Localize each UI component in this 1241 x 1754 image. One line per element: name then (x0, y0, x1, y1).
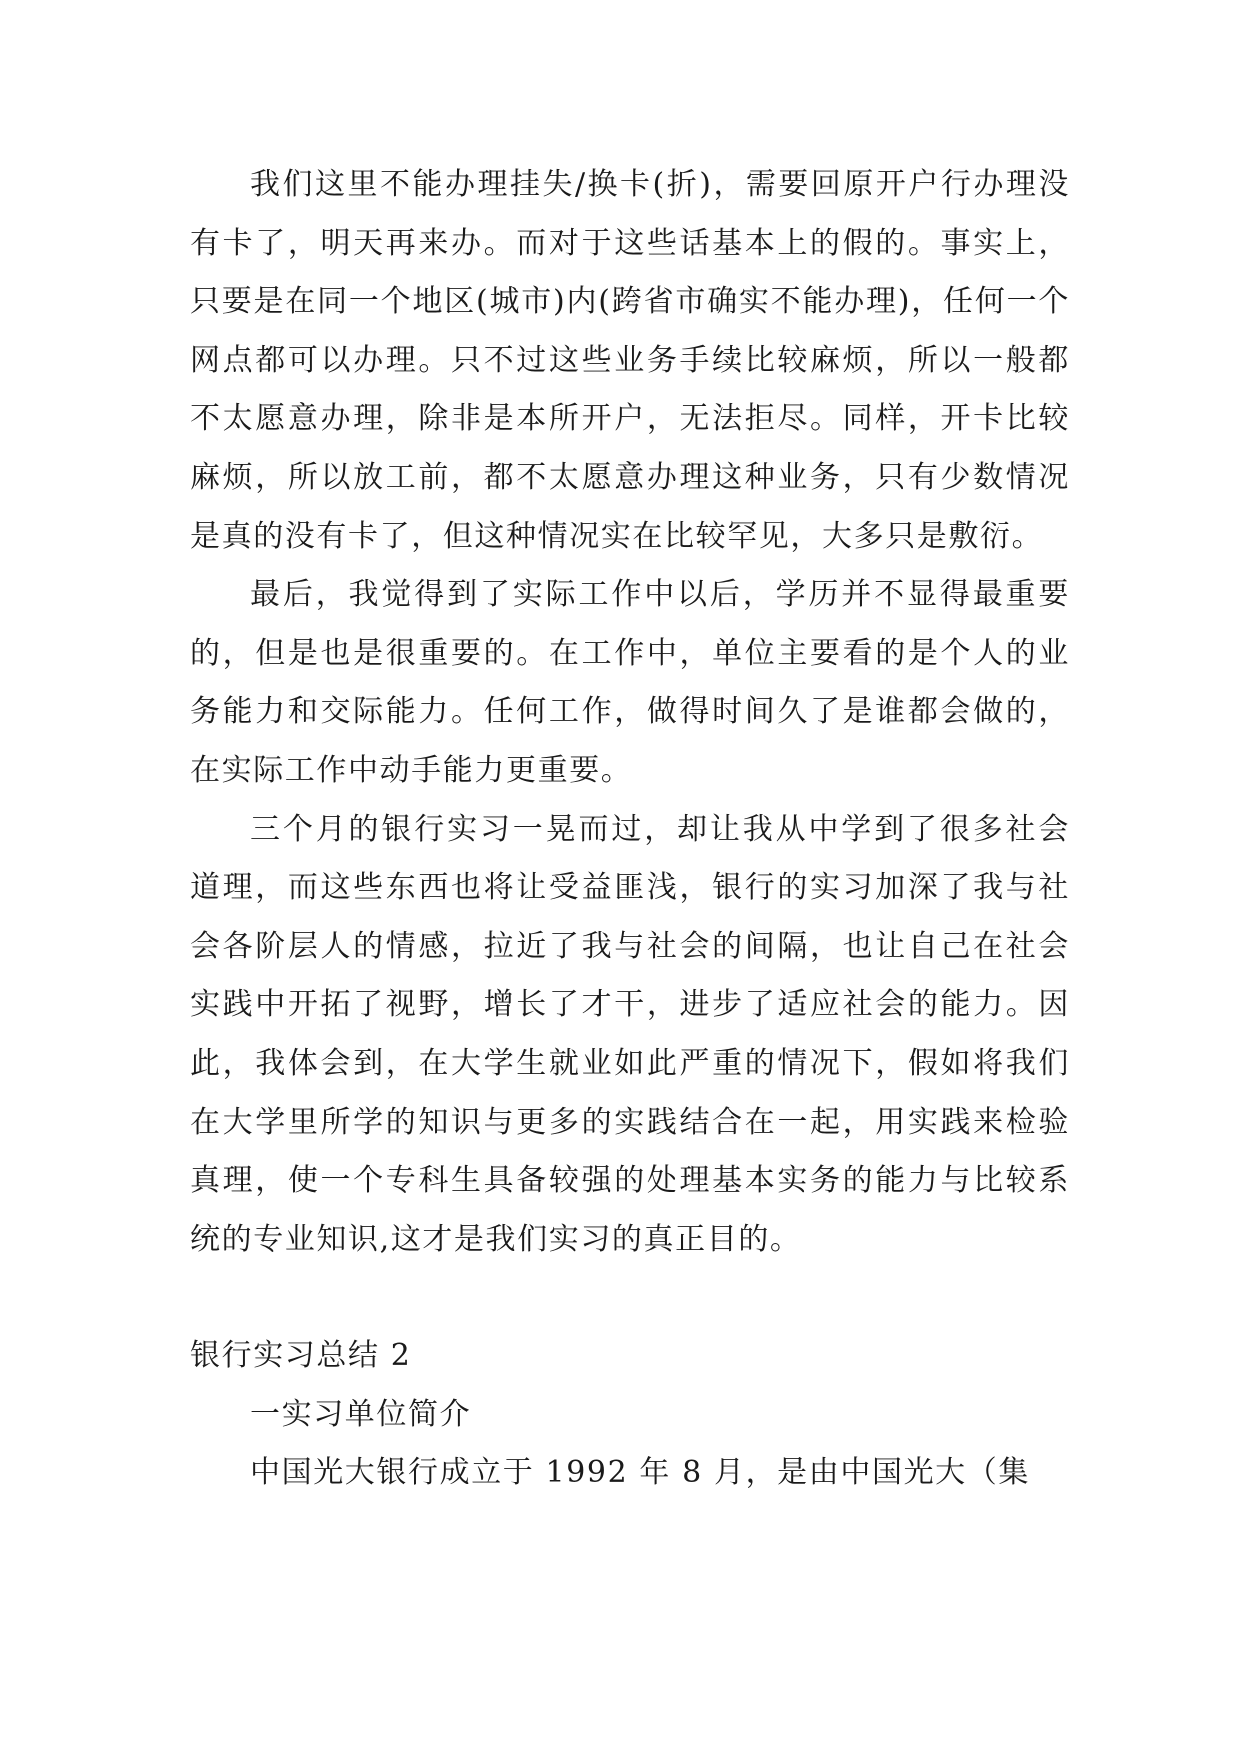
document-body (190, 156, 1070, 1503)
body-paragraph-1: 我们这里不能办理挂失/换卡(折)，需要回原开户行办理没有卡了，明天再来办。而对于这些话基本上的假的。事实上，只要是在同一个地区(城市)内(跨省市确实不能办理)，任何一个网点都可以办理。只不过这些业务手续比较麻烦，所以一般都不太愿意办理，除非是本所开户，无法拒尽。同样，开卡比较麻烦，所以放工前，都不太愿意办理这种业务，只有少数情况是真的没有卡了，但这种情况实在比较罕见，大多只是敷衍。 (190, 167, 1070, 554)
body-paragraph-3: 三个月的银行实习一晃而过，却让我从中学到了很多社会道理，而这些东西也将让受益匪浅，银行的实习加深了我与社会各阶层人的情感，拉近了我与社会的间隔，也让自己在社会实践中开拓了视野，增长了才干，进步了适应社会的能力。因此，我体会到，在大学生就业如此严重的情况下，假如将我们在大学里所学的知识与更多的实践结合在一起，用实践来检验真理，使一个专科生具备较强的处理基本实务的能力与比较系统的专业知识,这才是我们实习的真正目的。 (190, 811, 1070, 1257)
body-paragraph-2: 最后，我觉得到了实际工作中以后，学历并不显得最重要的，但是也是很重要的。在工作中，单位主要看的是个人的业务能力和交际能力。任何工作，做得时间久了是谁都会做的，在实际工作中动手能力更重要。 (190, 577, 1070, 788)
body-paragraph-4: 中国光大银行成立于 1992 年 8 月，是由中国光大（集 (250, 1455, 1030, 1491)
subsection-title: 一实习单位简介 (250, 1396, 472, 1432)
section-title: 银行实习总结 2 (190, 1338, 412, 1374)
